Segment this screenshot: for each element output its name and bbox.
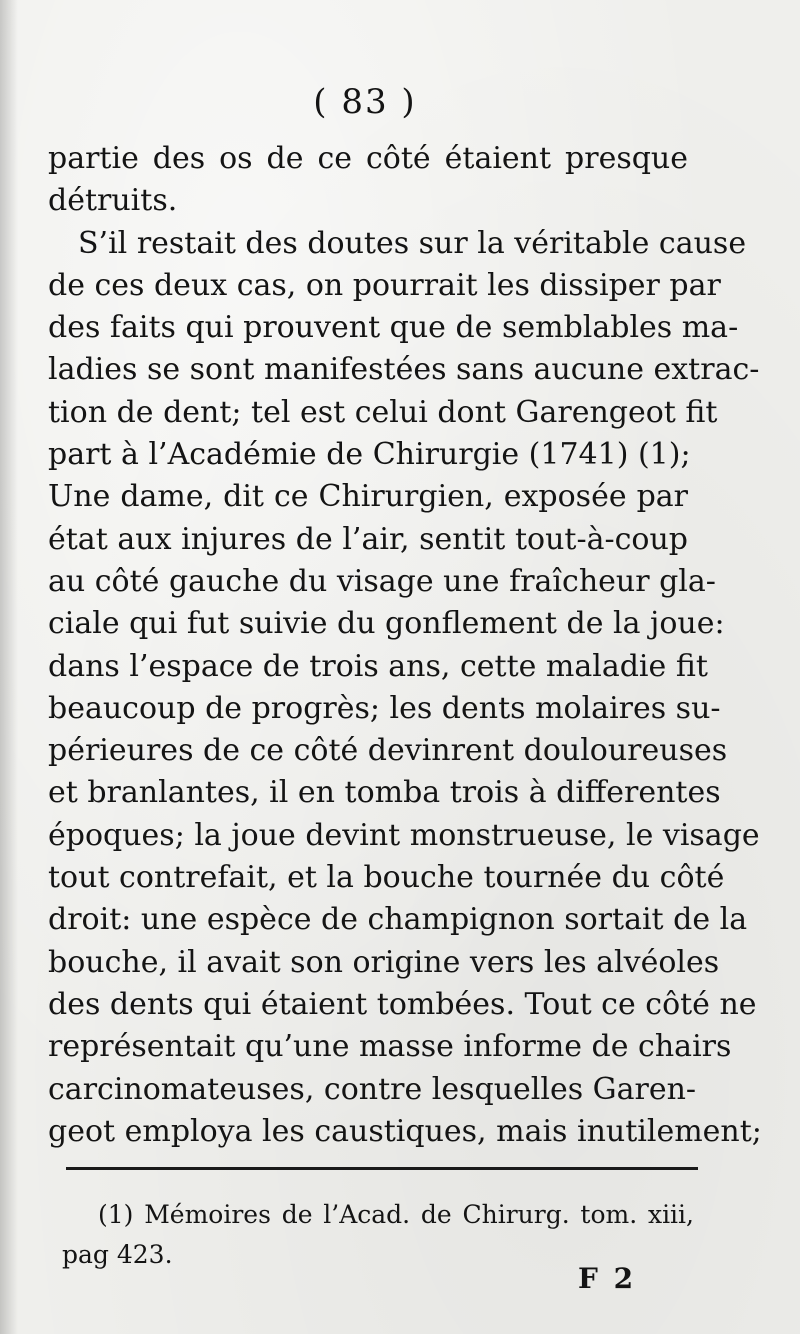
text-line: détruits. bbox=[48, 183, 178, 219]
text-line: représentait qu’une masse informe de chairs bbox=[48, 1029, 732, 1065]
text-line: état aux injures de l’air, sentit tout-à-coup bbox=[48, 521, 688, 557]
text-line: S’il restait des doutes sur la véritable cause bbox=[78, 225, 747, 261]
body-text bbox=[48, 138, 762, 1153]
text-line: partie des os de ce côté étaient presque bbox=[48, 141, 688, 176]
page-number: ( 83 ) bbox=[313, 82, 417, 122]
text-line: beaucoup de progrès; les dents molaires su- bbox=[48, 690, 721, 726]
text-line: périeures de ce côté devinrent douloureuses bbox=[48, 733, 728, 769]
page-edge-shadow bbox=[0, 0, 18, 1334]
text-line: de ces deux cas, on pourrait les dissiper par bbox=[48, 267, 721, 303]
text-line: ladies se sont manifestées sans aucune extrac- bbox=[48, 352, 760, 388]
text-line: part à l’Académie de Chirurgie (1741) (1); bbox=[48, 437, 691, 473]
text-line: droit: une espèce de champignon sortait de la bbox=[48, 902, 748, 938]
text-line: et branlantes, il en tomba trois à differentes bbox=[48, 775, 721, 811]
text-line: bouche, il avait son origine vers les alvéoles bbox=[48, 944, 720, 980]
text-line: Une dame, dit ce Chirurgien, exposée par bbox=[48, 479, 688, 515]
text-line: au côté gauche du visage une fraîcheur gla- bbox=[48, 563, 716, 599]
text-line: tout contrefait, et la bouche tournée du côté bbox=[48, 860, 725, 896]
text-line: époques; la joue devint monstrueuse, le visage bbox=[48, 817, 760, 853]
text-line: des dents qui étaient tombées. Tout ce côté ne bbox=[48, 986, 757, 1022]
footnote-divider bbox=[66, 1167, 698, 1170]
text-line: des faits qui prouvent que de semblables ma- bbox=[48, 310, 739, 346]
text-line: tion de dent; tel est celui dont Garengeot fit bbox=[48, 394, 718, 430]
text-line: dans l’espace de trois ans, cette maladie fit bbox=[48, 648, 708, 684]
footnote-line: pag 423. bbox=[62, 1240, 173, 1269]
text-line: carcinomateuses, contre lesquelles Garen- bbox=[48, 1071, 697, 1107]
text-line: geot employa les caustiques, mais inutilement; bbox=[48, 1113, 762, 1149]
text-line: ciale qui fut suivie du gonflement de la joue: bbox=[48, 606, 725, 642]
signature-mark: F 2 bbox=[578, 1262, 637, 1295]
footnote-line: (1) Mémoires de l’Acad. de Chirurg. tom. xiii, bbox=[98, 1200, 694, 1229]
